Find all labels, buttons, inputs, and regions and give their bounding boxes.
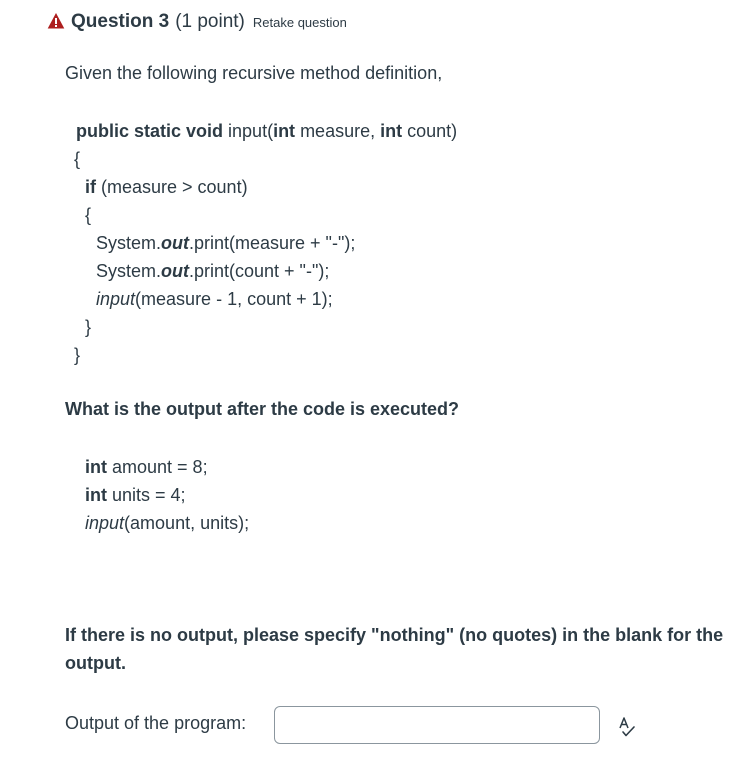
retake-label: Retake question <box>252 15 347 30</box>
instruction-note: If there is no output, please specify "nothing" (no quotes) in the blank for the output. <box>65 625 724 673</box>
code-line: public static void input(int measure, int count) <box>76 121 458 141</box>
code-line: } <box>85 317 92 337</box>
code-line: } <box>74 345 81 365</box>
code-line: if (measure > count) <box>85 177 248 197</box>
code-line: int amount = 8; <box>85 457 208 477</box>
code-line: System.out.print(measure + "-"); <box>96 233 356 253</box>
code-line: input(amount, units); <box>85 513 250 533</box>
spellcheck-icon[interactable] <box>615 716 637 738</box>
code-line: { <box>85 205 92 225</box>
code-line: input(measure - 1, count + 1); <box>96 289 333 309</box>
question-intro: Given the following recursive method definition, <box>65 63 443 83</box>
answer-input[interactable] <box>274 706 600 744</box>
question-points: (1 point) <box>175 11 245 32</box>
answer-label: Output of the program: <box>65 713 247 733</box>
question-prompt: What is the output after the code is executed? <box>65 399 460 419</box>
question-header <box>47 9 347 33</box>
code-line: { <box>74 149 81 169</box>
question-title: Question 3 <box>71 11 170 32</box>
warning-triangle-icon <box>47 12 65 30</box>
code-line: System.out.print(count + "-"); <box>96 261 330 281</box>
code-line: int units = 4; <box>85 485 186 505</box>
